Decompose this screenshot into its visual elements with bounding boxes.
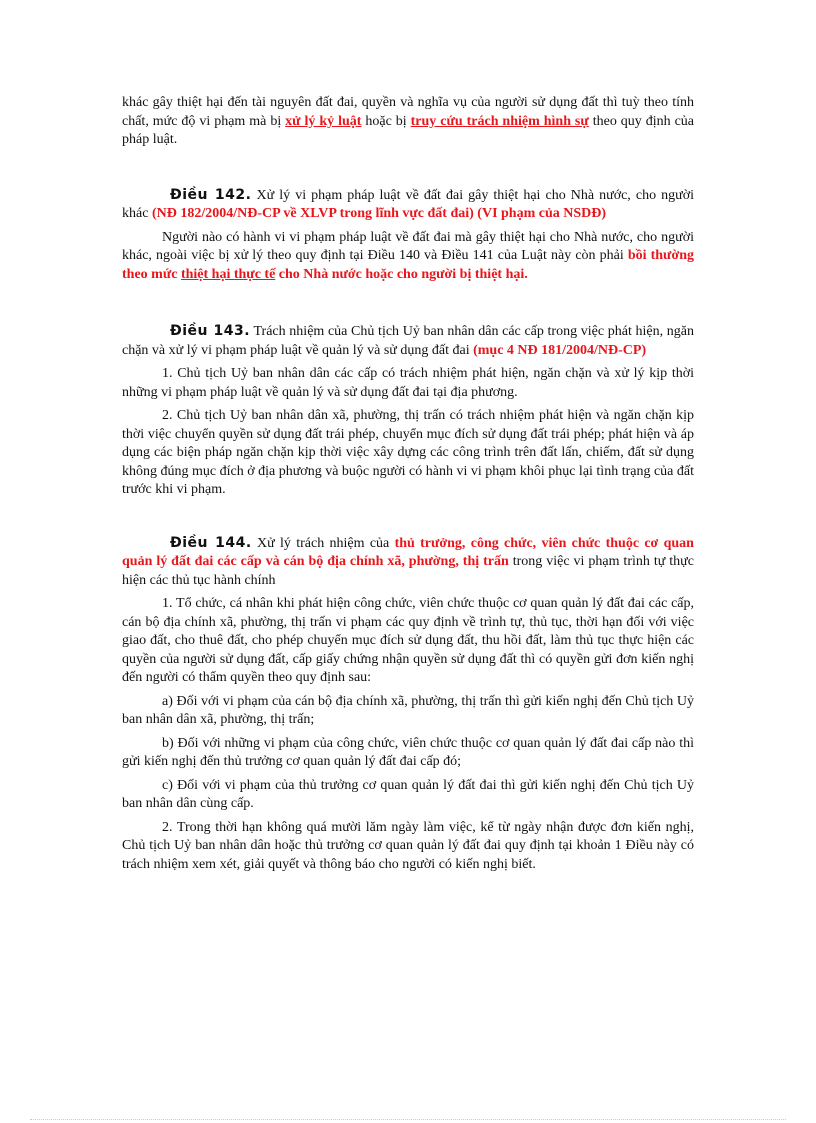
article-144-label: Điều 144. [170,534,252,551]
article-142-body: Người nào có hành vi vi phạm pháp luật về đất đai mà gây thiệt hại cho Nhà nước, cho người khác, ngoài việc bị xử lý theo quy định tại Điều 140 và Điều 141 của Luật này còn phải bồi thường theo mức thiệt hại thực tế cho Nhà nước hoặc cho người bị thiệt hại. [122,229,694,282]
article-144-reference: thủ trưởng, công chức, viên chức thuộc cơ quan quản lý đất đai các cấp và cán bộ địa chính xã, phường, thị trấn [122,535,694,569]
article-144-point-b: b) Đối với những vi phạm của công chức, viên chức thuộc cơ quan quản lý đất đai cấp nào thì gửi kiến nghị đến thủ trưởng cơ quan quản lý đất đai cấp đó; [122,735,694,769]
article-144-point-c: c) Đối với vi phạm của thủ trưởng cơ quan quản lý đất đai thì gửi kiến nghị đến Chủ tịch Uỷ ban nhân dân cùng cấp. [122,777,694,811]
article-144-point-a: a) Đối với vi phạm của cán bộ địa chính xã, phường, thị trấn thì gửi kiến nghị đến Chủ tịch Uỷ ban nhân dân xã, phường, thị trấn; [122,693,694,727]
highlight-thiet-hai-thuc-te: thiệt hại thực tế [180,266,276,282]
article-143-clause-1: 1. Chủ tịch Uỷ ban nhân dân các cấp có trách nhiệm phát hiện, ngăn chặn và xử lý kịp thời những vi phạm pháp luật về quản lý và sử dụng đất đai tại địa phương. [122,366,694,400]
page-bottom-border [30,1119,786,1120]
article-143-clause-2: 2. Chủ tịch Uỷ ban nhân dân xã, phường, thị trấn có trách nhiệm phát hiện và ngăn chặn kịp thời việc chuyển quyền sử dụng đất trái phép, chuyển mục đích sử dụng đất trái phép; phát hiện và áp dụng các biện pháp ngăn chặn kịp thời việc xây dựng các công trình trên đất lấn, chiếm, đất sử dụng không đúng mục đích ở địa phương và buộc người có hành vi vi phạm khôi phục lại tình trạng của đất trước khi vi phạm. [122,408,694,497]
article-142-heading: Điều 142. Xử lý vi phạm pháp luật về đất đai gây thiệt hại cho Nhà nước, cho người khác (NĐ 182/2004/NĐ-CP về XLVP trong lĩnh vực đất đai) (VI phạm của NSDĐ) [122,186,694,221]
article-143-heading: Điều 143. Trách nhiệm của Chủ tịch Uỷ ban nhân dân các cấp trong việc phát hiện, ngăn chặn và xử lý vi phạm pháp luật về quản lý và sử dụng đất đai (mục 4 NĐ 181/2004/NĐ-CP) [122,323,694,358]
article-144-clause-2: 2. Trong thời hạn không quá mười lăm ngày làm việc, kể từ ngày nhận được đơn kiến nghị, Chủ tịch Uỷ ban nhân dân hoặc thủ trưởng cơ quan quản lý đất đai quy định tại khoản 1 Điều này có trách nhiệm xem xét, giải quyết và thông báo cho người có kiến nghị biết. [122,819,694,872]
article-143-reference: (mục 4 NĐ 181/2004/NĐ-CP) [473,342,647,358]
highlight-hinh-su: truy cứu trách nhiệm hình sự [410,113,589,129]
article-143-label: Điều 143. [170,323,251,339]
document-page [122,94,694,874]
article-144-clause-1: 1. Tổ chức, cá nhân khi phát hiện công chức, viên chức thuộc cơ quan quản lý đất đai các cấp, cán bộ địa chính xã, phường, thị trấn vi phạm các quy định về trình tự, thủ tục, thời hạn đối với việc giao đất, cho thuê đất, cho phép chuyển mục đích sử dụng đất, thu hồi đất, làm thủ tục thực hiện các quyền của người sử dụng đất, cấp giấy chứng nhận quyền sử dụng đất thì có quyền gửi đơn kiến nghị đến người có thẩm quyền theo quy định sau: [122,596,694,685]
paragraph-141-end: khác gây thiệt hại đến tài nguyên đất đai, quyền và nghĩa vụ của người sử dụng đất thì tuỳ theo tính chất, mức độ vi phạm mà bị xử lý kỷ luật hoặc bị truy cứu trách nhiệm hình sự theo quy định của pháp luật. [122,95,695,147]
article-144-heading: Điều 144. Xử lý trách nhiệm của thủ trưởng, công chức, viên chức thuộc cơ quan quản lý đất đai các cấp và cán bộ địa chính xã, phường, thị trấn trong việc vi phạm trình tự thực hiện các thủ tục hành chính [122,534,694,588]
article-142-reference: (NĐ 182/2004/NĐ-CP về XLVP trong lĩnh vực đất đai) (VI phạm của NSDĐ) [151,206,607,221]
article-142-label: Điều 142. [170,186,252,203]
highlight-ky-luat: xử lý kỷ luật [285,113,362,129]
